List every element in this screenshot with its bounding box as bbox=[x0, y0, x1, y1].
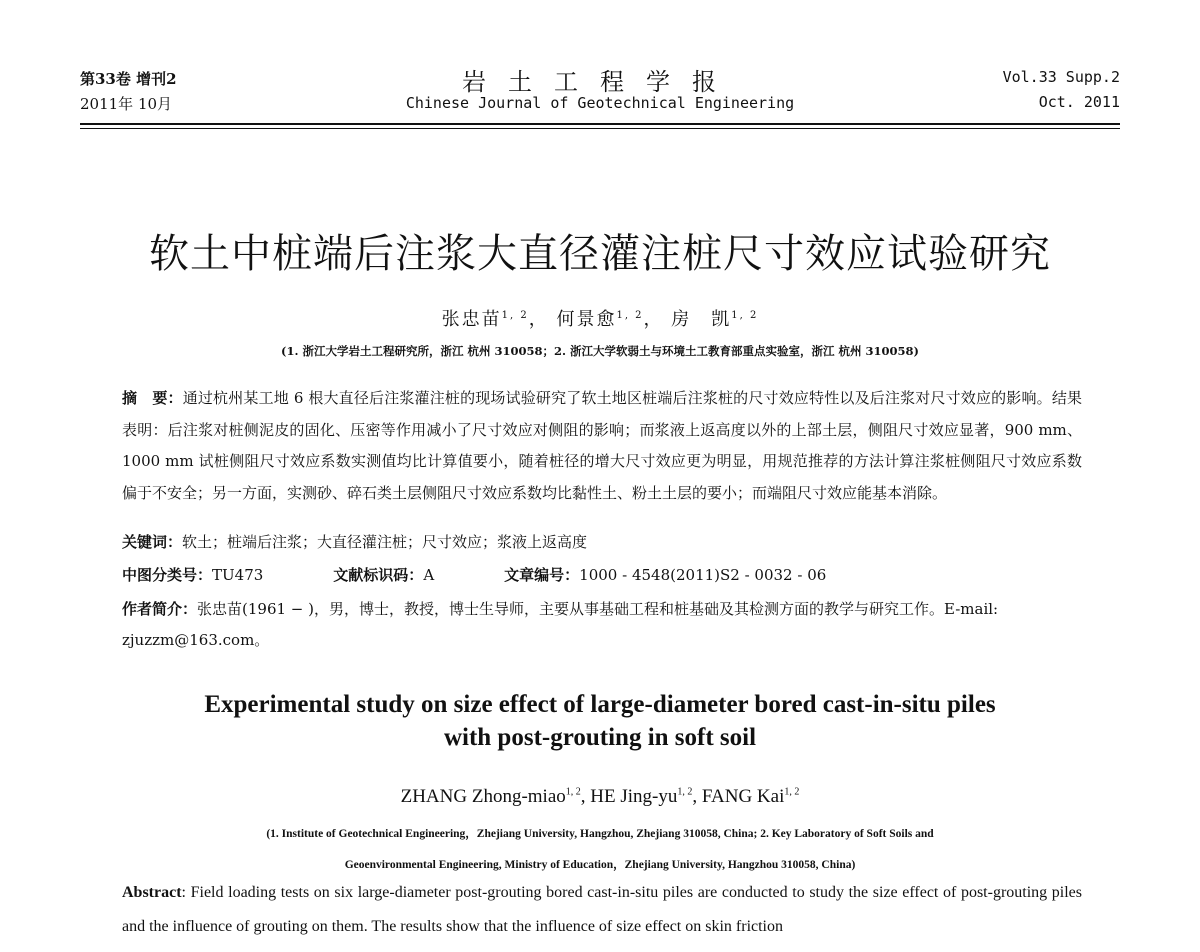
volume-supp-en: Vol.33 Supp.2 bbox=[1002, 68, 1120, 86]
author-name: ZHANG Zhong-miao bbox=[400, 786, 566, 807]
paper-title-en-line1: Experimental study on size effect of large-diameter bored cast-in-situ piles bbox=[204, 691, 996, 718]
author-name: HE Jing-yu bbox=[590, 786, 678, 807]
abstract-cn-text: 通过杭州某工地 6 根大直径后注浆灌注桩的现场试验研究了软土地区桩端后注浆桩的尺寸效应特性以及后注浆对尺寸效应的影响。结果表明：后注浆对桩侧泥皮的固化、压密等作用减小了尺寸效应对侧阻的影响；而浆液上返高度以外的上部土层，侧阻尺寸效应显著，900 mm、1000 mm 试桩侧阻尺寸效应系数实测值均比计算值要小，随着桩径的增大尺寸效应更为明显，用规范推荐的方法计算注浆桩侧阻尺寸效应系数偏于不安全；另一方面，实测砂、碎石类土层侧阻尺寸效应系数均比黏性土、粉土土层的要小；而端阻尺寸效应能基本消除。 bbox=[122, 389, 1082, 502]
author-affil-sup: 1, 2 bbox=[731, 310, 759, 321]
author-list-cn bbox=[0, 305, 1200, 331]
affiliation-en-line1: (1. Institute of Geotechnical Engineering，Zhejiang University, Hangzhou, Zhejiang 310058, China; 2. Key Laboratory of Soft Soils and bbox=[266, 828, 934, 840]
author-separator: , bbox=[692, 786, 702, 807]
keywords-label: 关键词： bbox=[122, 533, 183, 551]
bio-text: 张忠苗(1961 − )，男，博士，教授，博士生导师，主要从事基础工程和桩基础及其检测方面的教学与研究工作。E-mail: zjuzzm@163.com。 bbox=[122, 600, 999, 649]
keywords-text: 软土；桩端后注浆；大直径灌注桩；尺寸效应；浆液上返高度 bbox=[182, 533, 588, 551]
abstract-cn bbox=[122, 383, 1082, 509]
keywords-cn bbox=[122, 531, 587, 552]
year-month: 2011年 10月 bbox=[80, 95, 173, 113]
author-name: 何景愈 bbox=[556, 309, 617, 330]
affiliation-en-line2: Geoenvironmental Engineering, Ministry of Education，Zhejiang University, Hangzhou 310058, China) bbox=[344, 859, 856, 871]
author-list-en bbox=[0, 786, 1200, 808]
date-en: Oct. 2011 bbox=[1038, 93, 1120, 111]
author-name: FANG Kai bbox=[701, 786, 785, 807]
abstract-en-label: Abstract bbox=[122, 884, 182, 901]
author-separator: ， bbox=[528, 309, 549, 330]
author-affil-sup: 1, 2 bbox=[677, 786, 693, 798]
doc-code-value: A bbox=[423, 566, 435, 584]
paper-title-en bbox=[0, 688, 1200, 754]
clc-value: TU473 bbox=[212, 566, 264, 584]
doc-code-label: 文献标识码： bbox=[333, 566, 424, 584]
header-rule-thick bbox=[80, 123, 1120, 125]
journal-title-en: Chinese Journal of Geotechnical Engineering bbox=[405, 94, 795, 112]
article-no-label: 文章编号： bbox=[504, 566, 580, 584]
bio-label: 作者简介： bbox=[122, 600, 198, 618]
abstract-cn-label: 摘 要： bbox=[122, 389, 183, 407]
author-name: 房 凯 bbox=[671, 309, 732, 330]
author-affil-sup: 1, 2 bbox=[565, 786, 581, 798]
author-separator: ， bbox=[643, 309, 664, 330]
clc-label: 中图分类号： bbox=[122, 566, 213, 584]
volume-issue: 第33卷 增刊2 bbox=[80, 70, 177, 88]
header-rule-thin bbox=[80, 128, 1120, 129]
author-affil-sup: 1, 2 bbox=[784, 786, 800, 798]
paper-title-cn: 软土中桩端后注浆大直径灌注桩尺寸效应试验研究 bbox=[149, 231, 1051, 277]
author-affil-sup: 1, 2 bbox=[616, 310, 644, 321]
author-affil-sup: 1, 2 bbox=[501, 310, 529, 321]
article-no-value: 1000 - 4548(2011)S2 - 0032 - 06 bbox=[579, 566, 827, 584]
classification-line bbox=[122, 564, 1082, 585]
author-bio bbox=[122, 594, 1082, 656]
affiliation-en bbox=[0, 819, 1200, 881]
journal-header bbox=[80, 62, 1120, 132]
author-separator: , bbox=[580, 786, 591, 807]
journal-title-cn: 岩土工程学报 bbox=[462, 68, 738, 96]
paper-title-en-line2: with post-grouting in soft soil bbox=[443, 724, 757, 751]
abstract-en-text: : Field loading tests on six large-diameter post-grouting bored cast-in-situ piles are conducted to study the size effect of post-grouting piles and the influence of grouting on them. The results show that the influence of size effect on skin friction bbox=[122, 884, 1082, 935]
abstract-en bbox=[122, 876, 1082, 944]
affiliation-cn: (1. 浙江大学岩土工程研究所，浙江 杭州 310058；2. 浙江大学软弱土与环境土工教育部重点实验室，浙江 杭州 310058) bbox=[281, 344, 919, 358]
author-name: 张忠苗 bbox=[441, 309, 502, 330]
